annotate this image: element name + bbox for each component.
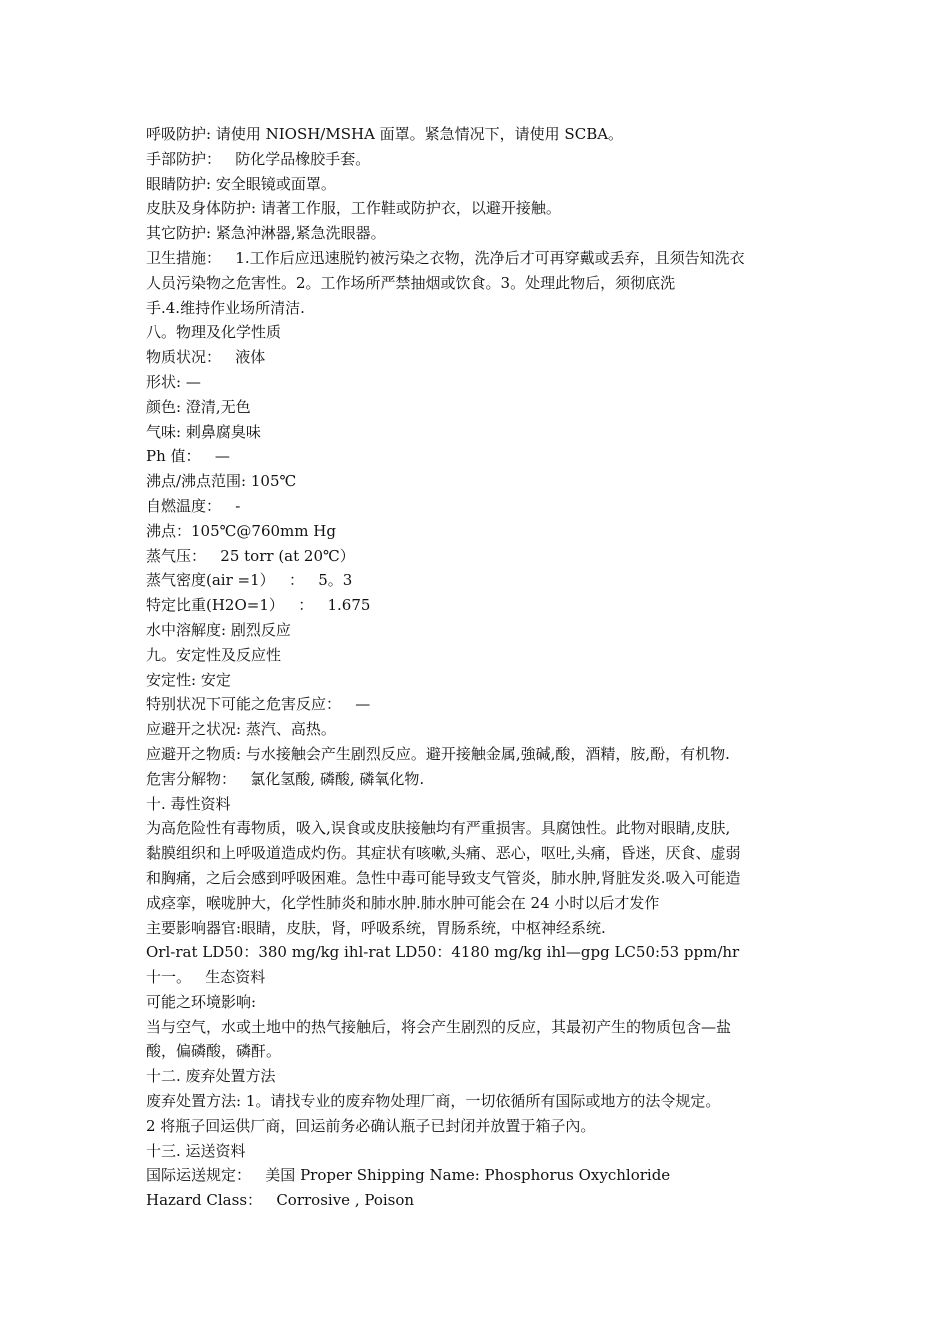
hygiene-measures-line-1: 卫生措施： 1.工作后应迅速脱钓被污染之衣物，洗净后才可再穿戴或丢弃，且须告知洗衣 [146,248,745,267]
disposal-method-2: 2 将瓶子回运供厂商，回运前务必确认瓶子已封闭并放置于箱子內。 [146,1116,596,1135]
other-protection: 其它防护: 紧急沖淋器,紧急洗眼器。 [146,224,386,243]
toxicity-line-3: 和胸痛，之后会感到呼吸困难。急性中毒可能导致支气管炎，肺水肿,肾脏发炎.吸入可能造 [146,868,741,887]
hygiene-measures-line-3: 手.4.维持作业场所清洁. [146,298,305,317]
hygiene-measures-line-2: 人员污染物之危害性。2。工作场所严禁抽烟或饮食。3。处理此物后，须彻底洗 [146,273,676,292]
section-8-heading: 八。物理及化学性质 [146,323,282,342]
vapor-density: 蒸气密度(air =1） ： 5。3 [146,571,353,590]
section-9-heading: 九。安定性及反应性 [146,645,282,664]
toxicity-line-1: 为高危险性有毒物质，吸入,误食或皮肤接触均有严重损害。具腐蚀性。此物对眼睛,皮肤, [146,819,731,838]
shipping-name: 国际运送规定： 美国 Proper Shipping Name: Phosphorus Oxychloride [146,1166,671,1185]
hazard-class: Hazard Class： Corrosive , Poison [146,1191,415,1210]
boiling-point: 沸点：105℃@760mm Hg [146,521,336,540]
section-11-heading: 十一。 生态资料 [146,968,266,987]
document-body [146,122,814,1213]
odor: 气味: 刺鼻腐臭味 [146,422,261,441]
specific-gravity: 特定比重(H2O=1） ： 1.675 [146,596,371,615]
hand-protection: 手部防护： 防化学品橡胶手套。 [146,149,371,168]
toxicity-line-4: 成痉挛，喉咙肿大，化学性肺炎和肺水肿.肺水肿可能会在 24 小时以后才发作 [146,893,660,912]
section-10-heading: 十. 毒性资料 [146,794,231,813]
section-12-heading: 十二. 废弃处置方法 [146,1067,276,1086]
environmental-impact-line-1: 当与空气，水或土地中的热气接触后，将会产生剧烈的反应，其最初产生的物质包含—盐 [146,1017,732,1036]
environmental-impact-label: 可能之环境影响: [146,992,257,1011]
ld50-values: Orl-rat LD50：380 mg/kg ihl-rat LD50：4180 mg/kg ihl—gpg LC50:53 ppm/hr [146,943,740,962]
environmental-impact-line-2: 酸，偏磷酸，磷酐。 [146,1042,282,1061]
form: 形状: — [146,372,201,391]
hazardous-reactions: 特别状况下可能之危害反应： — [146,695,371,714]
autoignition-temperature: 自燃温度： - [146,496,241,515]
respiratory-protection: 呼吸防护: 请使用 NIOSH/MSHA 面罩。紧急情况下，请使用 SCBA。 [146,125,624,143]
skin-body-protection: 皮肤及身体防护: 请著工作服，工作鞋或防护衣，以避开接触。 [146,199,561,218]
stability: 安定性: 安定 [146,670,231,689]
eye-protection: 眼睛防护: 安全眼镜或面罩。 [146,174,336,193]
physical-state: 物质状况： 液体 [146,348,266,367]
materials-to-avoid: 应避开之物质: 与水接触会产生剧烈反应。避开接触金属,強碱,酸，酒精，胺,酚，有机物. [146,744,730,763]
water-solubility: 水中溶解度: 剧烈反应 [146,620,291,639]
decomposition-products: 危害分解物： 氯化氢酸, 磷酸, 磷氧化物. [146,769,425,788]
section-13-heading: 十三. 运送资料 [146,1141,246,1160]
boiling-range: 沸点/沸点范围: 105℃ [146,472,297,491]
toxicity-line-2: 黏膜组织和上呼吸道造成灼伤。其症状有咳嗽,头痛、恶心，呕吐,头痛，昏迷，厌食、虚弱 [146,844,741,863]
color: 颜色: 澄清,无色 [146,397,251,416]
target-organs: 主要影响器官:眼睛，皮肤，肾，呼吸系统，胃肠系统，中枢神经系统. [146,918,606,937]
conditions-to-avoid: 应避开之状况: 蒸汽、高热。 [146,720,336,739]
vapor-pressure: 蒸气压： 25 torr (at 20℃） [146,546,355,565]
disposal-method-1: 废弃处置方法: 1。请找专业的废弃物处理厂商，一切依循所有国际或地方的法令规定。 [146,1092,721,1111]
ph-value: Ph 值： — [146,447,230,466]
